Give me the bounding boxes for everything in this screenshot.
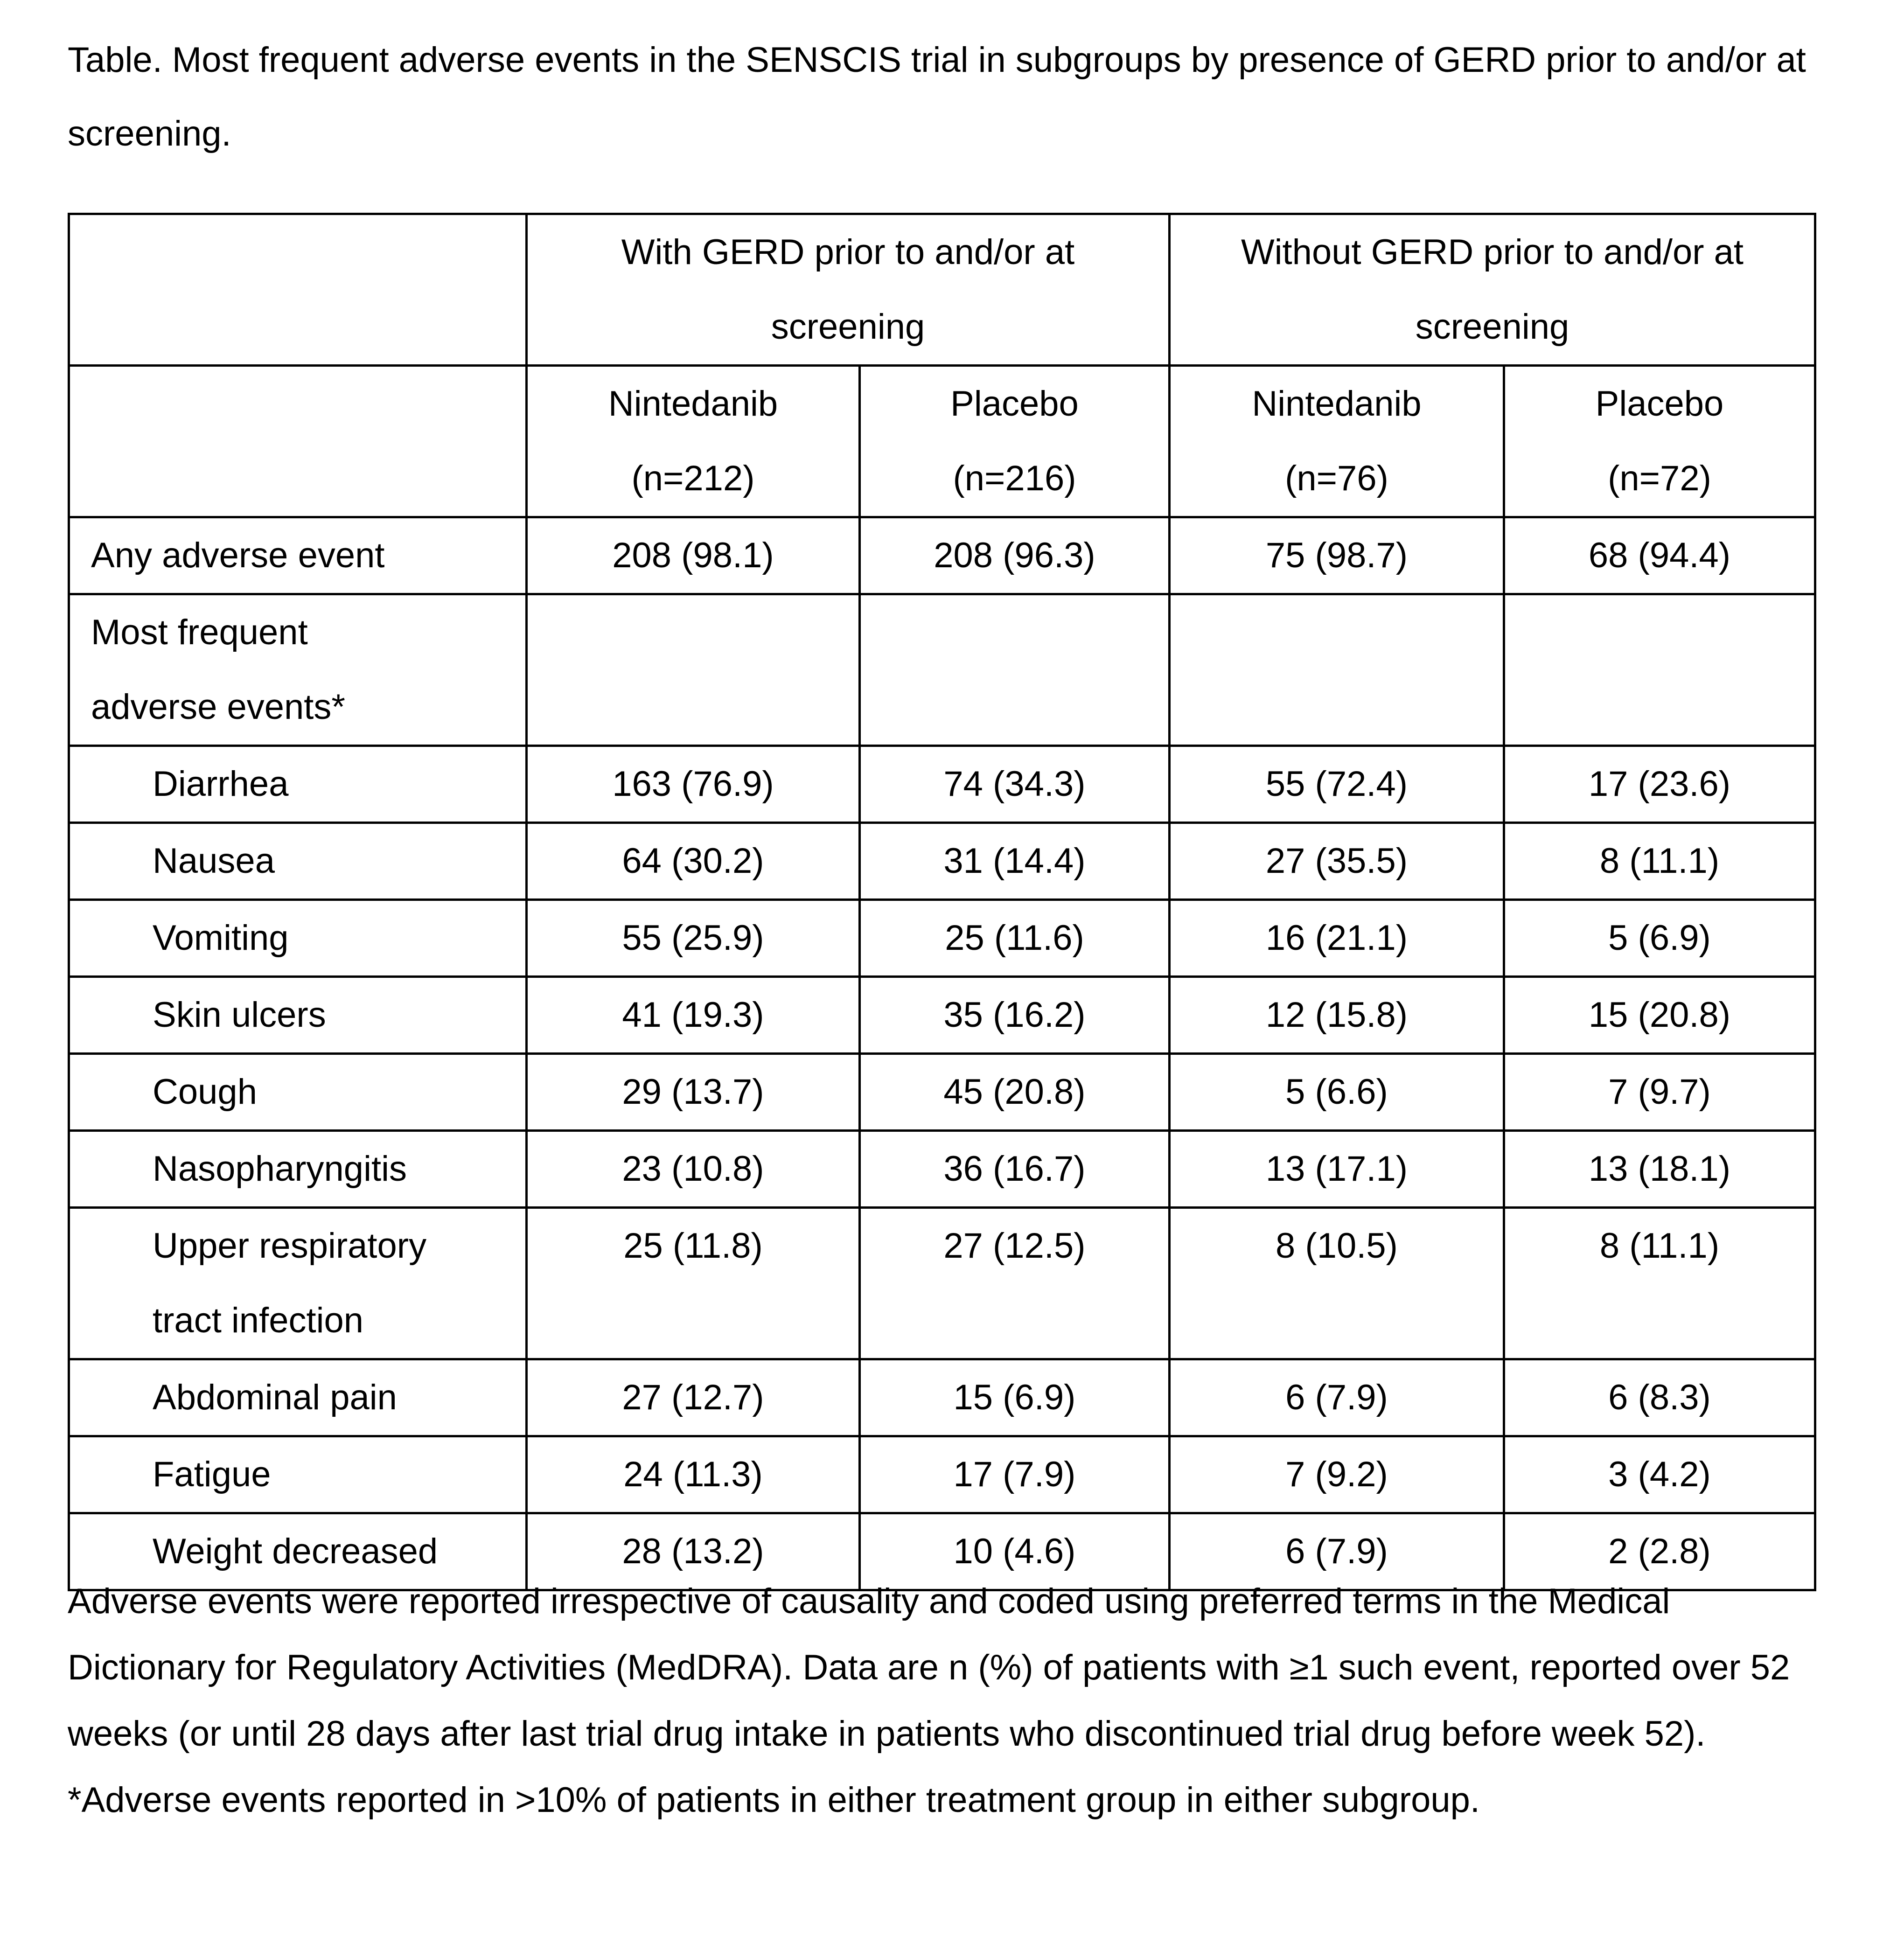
- table-cell: 17 (23.6): [1504, 746, 1815, 823]
- table-cell: [860, 594, 1170, 746]
- arm-n: (n=76): [1285, 459, 1388, 498]
- table-cell: 55 (72.4): [1170, 746, 1504, 823]
- table-cell: 27 (35.5): [1170, 823, 1504, 900]
- table-cell: 29 (13.7): [527, 1054, 860, 1131]
- table-cell: 7 (9.7): [1504, 1054, 1815, 1131]
- table-cell: 163 (76.9): [527, 746, 860, 823]
- header-row-groups: [69, 214, 1815, 366]
- table-cell: 5 (6.9): [1504, 900, 1815, 977]
- table-row: [69, 746, 1815, 823]
- arm-header: [1504, 366, 1815, 517]
- table-cell: 68 (94.4): [1504, 517, 1815, 594]
- table-row: [69, 1054, 1815, 1131]
- table-cell: 12 (15.8): [1170, 977, 1504, 1054]
- arm-name: Placebo: [950, 384, 1079, 424]
- arm-header: [860, 366, 1170, 517]
- row-label: Nausea: [69, 823, 527, 900]
- table-cell: 41 (19.3): [527, 977, 860, 1054]
- table-cell: 27 (12.5): [860, 1208, 1170, 1359]
- arm-name: Nintedanib: [608, 384, 778, 424]
- row-label: Abdominal pain: [69, 1359, 527, 1436]
- table-cell: 16 (21.1): [1170, 900, 1504, 977]
- row-label: Skin ulcers: [69, 977, 527, 1054]
- arm-header: [527, 366, 860, 517]
- arm-name: Placebo: [1595, 384, 1724, 424]
- table-cell: 45 (20.8): [860, 1054, 1170, 1131]
- section-row: [69, 594, 1815, 746]
- group-header-with-gerd: With GERD prior to and/or at screening: [527, 214, 1170, 366]
- table-cell: 10 (4.6): [860, 1513, 1170, 1590]
- table-cell: 13 (17.1): [1170, 1131, 1504, 1208]
- table-row: [69, 1436, 1815, 1513]
- group-header-without-gerd: Without GERD prior to and/or at screening: [1170, 214, 1815, 366]
- table-row: [69, 1131, 1815, 1208]
- row-label: Any adverse event: [69, 517, 527, 594]
- empty-header-cell: [69, 214, 527, 366]
- table-cell: 31 (14.4): [860, 823, 1170, 900]
- row-label: Upper respiratory tract infection: [69, 1208, 527, 1359]
- table-cell: 35 (16.2): [860, 977, 1170, 1054]
- table-cell: 8 (11.1): [1504, 1208, 1815, 1359]
- row-label: Fatigue: [69, 1436, 527, 1513]
- table-row: [69, 1208, 1815, 1359]
- table-cell: 6 (8.3): [1504, 1359, 1815, 1436]
- table-cell: 25 (11.8): [527, 1208, 860, 1359]
- any-adverse-event-row: [69, 517, 1815, 594]
- table-row: [69, 1359, 1815, 1436]
- table-cell: 27 (12.7): [527, 1359, 860, 1436]
- table-cell: [1170, 594, 1504, 746]
- row-label: Vomiting: [69, 900, 527, 977]
- table-cell: [527, 594, 860, 746]
- table-cell: 17 (7.9): [860, 1436, 1170, 1513]
- table-cell: 15 (6.9): [860, 1359, 1170, 1436]
- table-row: [69, 823, 1815, 900]
- table-cell: 25 (11.6): [860, 900, 1170, 977]
- table-cell: 24 (11.3): [527, 1436, 860, 1513]
- table-cell: 13 (18.1): [1504, 1131, 1815, 1208]
- arm-n: (n=212): [631, 459, 755, 498]
- row-label: Weight decreased: [69, 1513, 527, 1590]
- arm-header: [1170, 366, 1504, 517]
- row-label: Diarrhea: [69, 746, 527, 823]
- table-cell: 2 (2.8): [1504, 1513, 1815, 1590]
- table-cell: 8 (11.1): [1504, 823, 1815, 900]
- table-cell: 64 (30.2): [527, 823, 860, 900]
- table-cell: 75 (98.7): [1170, 517, 1504, 594]
- table-cell: 74 (34.3): [860, 746, 1170, 823]
- table-cell: [1504, 594, 1815, 746]
- row-label: Cough: [69, 1054, 527, 1131]
- table-title: Table. Most frequent adverse events in the SENSCIS trial in subgroups by presence of GERD prior to and/or at screening.: [68, 40, 1806, 153]
- arm-n: (n=216): [953, 459, 1076, 498]
- table-row: [69, 900, 1815, 977]
- adverse-events-table: [68, 213, 1816, 1591]
- table-cell: 23 (10.8): [527, 1131, 860, 1208]
- table-cell: 8 (10.5): [1170, 1208, 1504, 1359]
- table-cell: 55 (25.9): [527, 900, 860, 977]
- table-cell: 15 (20.8): [1504, 977, 1815, 1054]
- row-label: Nasopharyngitis: [69, 1131, 527, 1208]
- table-cell: 5 (6.6): [1170, 1054, 1504, 1131]
- empty-header-cell: [69, 366, 527, 517]
- arm-name: Nintedanib: [1252, 384, 1422, 424]
- table-cell: 36 (16.7): [860, 1131, 1170, 1208]
- header-row-arms: [69, 366, 1815, 517]
- table-cell: 3 (4.2): [1504, 1436, 1815, 1513]
- table-footnote: Adverse events were reported irrespective of causality and coded using preferred terms in the Medical Dictionary for Regulatory Activities (MedDRA). Data are n (%) of patients with ≥1 such event, reported over 52 weeks (or until 28 days after last trial drug intake in patients who discontinued trial drug before week 52). *Adverse events reported in >10% of patients in either treatment group in either subgroup.: [68, 1581, 1790, 1820]
- table-cell: 6 (7.9): [1170, 1513, 1504, 1590]
- table-cell: 7 (9.2): [1170, 1436, 1504, 1513]
- table-cell: 208 (96.3): [860, 517, 1170, 594]
- table-cell: 6 (7.9): [1170, 1359, 1504, 1436]
- table-cell: 28 (13.2): [527, 1513, 860, 1590]
- table-cell: 208 (98.1): [527, 517, 860, 594]
- arm-n: (n=72): [1608, 459, 1711, 498]
- section-label: Most frequent adverse events*: [69, 594, 527, 746]
- table-row: [69, 977, 1815, 1054]
